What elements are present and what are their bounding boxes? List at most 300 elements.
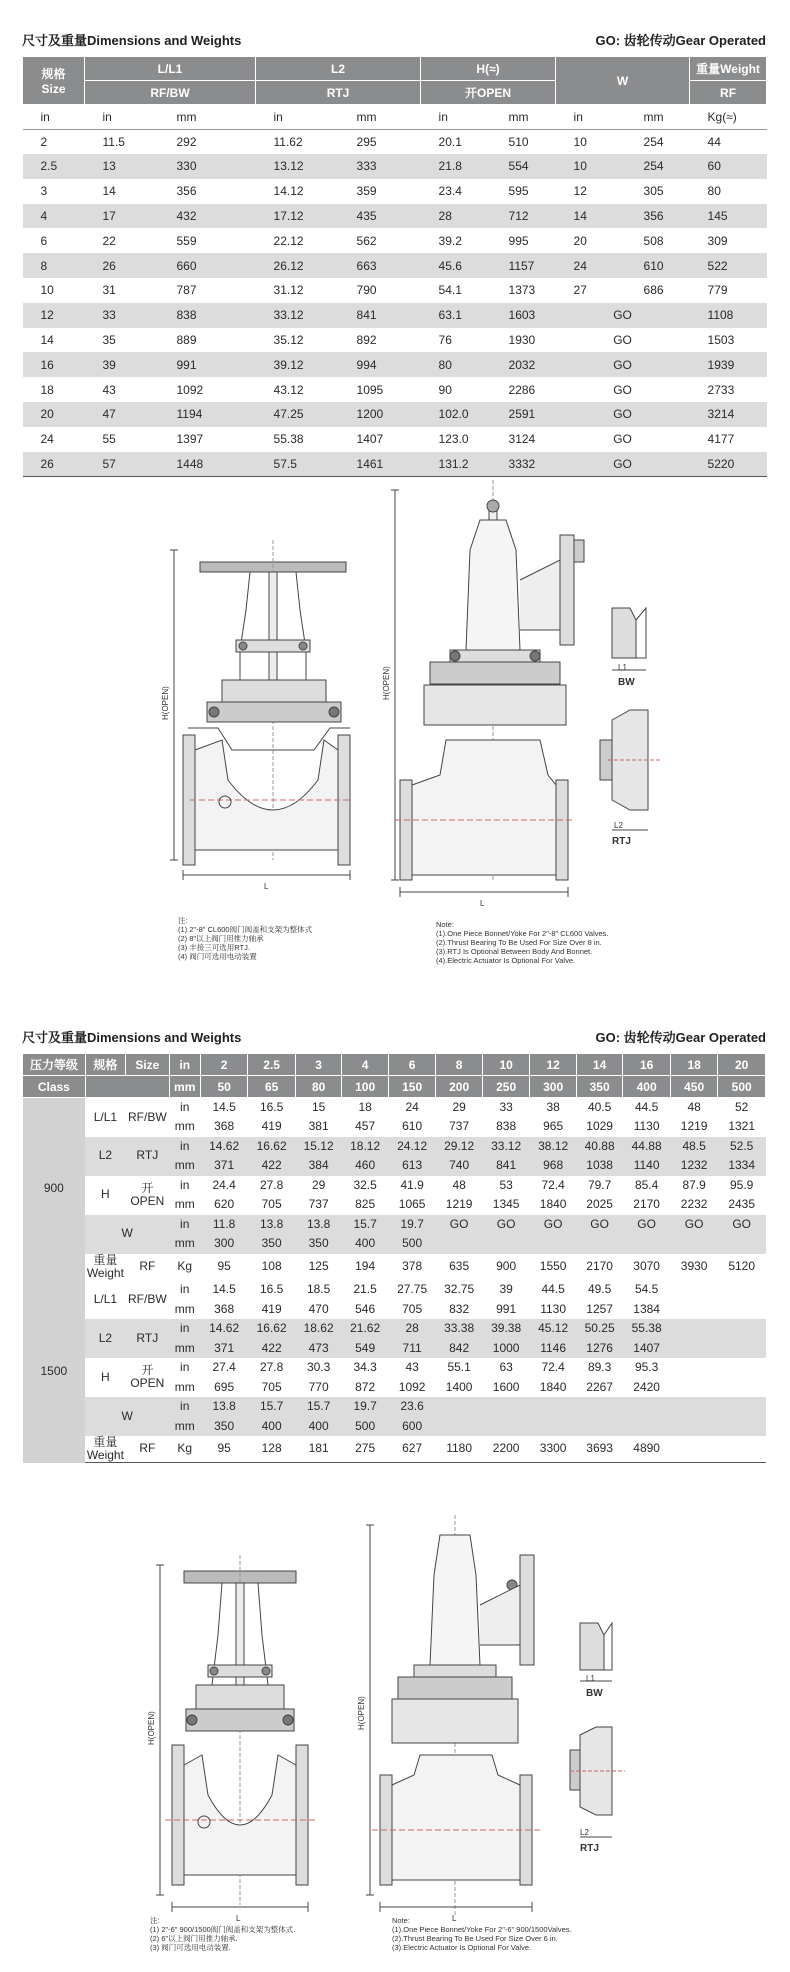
table-cell: 371: [200, 1156, 248, 1176]
table-cell: 1146: [530, 1338, 577, 1358]
unit-cell: in: [169, 1397, 200, 1417]
class-cell: 1500: [23, 1280, 86, 1463]
size-mm-header: 50: [200, 1076, 248, 1098]
table-cell: 1373: [508, 283, 536, 298]
unit-cell: mm: [169, 1416, 200, 1436]
size-mm-header: 150: [388, 1076, 436, 1098]
table-cell: 368: [214, 1301, 235, 1316]
table-cell: 470: [308, 1301, 329, 1316]
table-row: [23, 1280, 766, 1300]
table-cell: 1276: [576, 1338, 623, 1358]
go-cell: GO: [613, 432, 632, 447]
table-cell: [670, 1377, 718, 1397]
table-row: [23, 1319, 766, 1339]
table-cell: [718, 1377, 766, 1397]
size-mm-header: 400: [623, 1076, 671, 1098]
table-cell: 2286: [508, 382, 536, 397]
table-cell: 40.5: [587, 1099, 612, 1114]
table-cell: 400: [295, 1416, 342, 1436]
note-line: Note:: [436, 920, 454, 929]
size-en-header: Size: [126, 1054, 169, 1076]
size-mm-header: 450: [670, 1076, 718, 1098]
table-cell: 508: [643, 233, 664, 248]
note-line: (2).Thrust Bearing To Be Used For Size Over 8 in.: [436, 938, 602, 947]
table-cell: [718, 1416, 766, 1436]
table-cell: 18: [40, 382, 54, 397]
l2-label: L2: [85, 1137, 125, 1176]
size-in-header: 4: [342, 1054, 389, 1076]
table-cell: 300: [200, 1234, 248, 1254]
table-row: [23, 1397, 766, 1417]
table-cell: 14.62: [200, 1319, 248, 1339]
table-cell: 1095: [356, 382, 384, 397]
table-cell: 52.5: [718, 1137, 766, 1157]
table-cell: 2435: [728, 1197, 756, 1212]
size-mm-header: 300: [530, 1076, 577, 1098]
table-row: [23, 328, 767, 353]
table-row: [23, 352, 767, 377]
table-cell: 770: [308, 1379, 329, 1394]
table-600-body: [23, 105, 767, 477]
table-cell: 23.4: [438, 184, 462, 199]
gear-valve-figure-2: [366, 1515, 540, 1915]
table-cell: [436, 1234, 483, 1254]
rf-label: RF: [139, 1259, 156, 1274]
handwheel-valve-figure: [170, 540, 350, 880]
size-mm-header: 350: [576, 1076, 623, 1098]
unit-cell: in: [180, 1360, 190, 1375]
table-cell: 24: [40, 432, 54, 447]
table-cell: 26: [85, 253, 159, 278]
note-line: (3).Electric Actuator Is Optional For Valve.: [392, 1943, 532, 1952]
table-cell: 1200: [339, 402, 421, 427]
table-cell: 600: [388, 1416, 436, 1436]
table-cell: 28: [388, 1319, 436, 1339]
table-cell: 695: [214, 1379, 235, 1394]
table-row: [23, 278, 767, 303]
unit-cell: mm: [174, 1301, 195, 1316]
unit-cell: in: [169, 1215, 200, 1235]
table-cell: [576, 1416, 623, 1436]
table-cell: 995: [508, 233, 529, 248]
table-cell: 350: [200, 1416, 248, 1436]
l2-label: L2: [85, 1319, 125, 1358]
table-cell: 29: [311, 1177, 326, 1192]
gear-valve-figure: [391, 480, 584, 897]
table-cell: 832: [449, 1301, 470, 1316]
l-label: L: [264, 882, 269, 891]
table-row: [23, 154, 767, 179]
table-cell: 295: [356, 134, 377, 149]
table-cell: 95: [217, 1259, 231, 1274]
table-cell: 613: [388, 1156, 436, 1176]
table-cell: [623, 1234, 671, 1254]
table-cell: [670, 1338, 718, 1358]
table-cell: 1038: [576, 1156, 623, 1176]
table-cell: 55: [102, 432, 116, 447]
size-mm-header: 250: [482, 1076, 530, 1098]
table-cell: 419: [261, 1301, 282, 1316]
table-cell: 39: [85, 352, 159, 377]
section2-title: 尺寸及重量Dimensions and Weights: [22, 1030, 242, 1045]
size-mm-header: 500: [718, 1076, 766, 1098]
table-cell: [482, 1234, 530, 1254]
table-cell: 10: [573, 134, 587, 149]
table-cell: 41.9: [400, 1177, 424, 1192]
unit-cell: Kg: [177, 1259, 193, 1274]
table-cell: 419: [261, 1119, 282, 1134]
table-cell: 309: [707, 233, 728, 248]
bw-detail: [612, 608, 646, 670]
table-cell: 125: [308, 1259, 329, 1274]
table-cell: 63: [499, 1360, 513, 1375]
table-cell: 43: [102, 382, 116, 397]
table-cell: GO: [623, 1215, 671, 1235]
table-cell: 1321: [728, 1119, 756, 1134]
table-cell: 43.12: [273, 382, 304, 397]
rf-header: RF: [690, 81, 767, 105]
table-cell: 1065: [398, 1197, 426, 1212]
table-cell: 27.8: [259, 1360, 284, 1375]
section1-header: [22, 26, 766, 48]
table-cell: 1257: [586, 1301, 613, 1316]
table-cell: 1092: [176, 382, 204, 397]
size-cn-header: 规格: [85, 1054, 125, 1076]
table-cell: 2733: [707, 382, 735, 397]
rtj-label: RTJ: [126, 1319, 169, 1358]
size-mm-header: 65: [248, 1076, 296, 1098]
note-line: (2) 6"以上阀门用推力轴承.: [150, 1934, 238, 1943]
table-row: [23, 402, 767, 427]
table-cell: 21.5: [353, 1282, 377, 1297]
table-cell: 145: [690, 204, 767, 229]
table-cell: 48: [687, 1099, 701, 1114]
table-row: [23, 129, 767, 154]
h-open-label-3: H(OPEN): [147, 1711, 156, 1745]
table-cell: 3693: [576, 1436, 623, 1463]
go-cell: GO: [556, 402, 690, 427]
table-cell: 72.4: [541, 1177, 565, 1192]
table-cell: [670, 1358, 718, 1378]
table-cell: [718, 1338, 766, 1358]
table-cell: 254: [626, 154, 690, 179]
table-cell: 712: [491, 204, 556, 229]
table-cell: 610: [626, 253, 690, 278]
table-cell: 1140: [623, 1156, 671, 1176]
table-cell: 87.9: [682, 1177, 706, 1192]
table-cell: 825: [355, 1197, 376, 1212]
table-cell: [718, 1397, 766, 1417]
table-cell: 562: [356, 233, 377, 248]
unit-cell: mm: [174, 1119, 195, 1134]
table-cell: 35.12: [273, 333, 304, 348]
table-cell: 15.7: [248, 1397, 296, 1417]
size-in-header: 18: [670, 1054, 718, 1076]
table-cell: 12: [573, 184, 587, 199]
table-cell: 24: [405, 1099, 419, 1114]
rfbw-label: RF/BW: [127, 1291, 167, 1306]
table-cell: 1130: [540, 1301, 567, 1316]
l2-label: L2: [614, 821, 623, 830]
size-in-header: 8: [436, 1054, 483, 1076]
table-cell: 2.5: [23, 154, 85, 179]
note-line: Note:: [392, 1916, 410, 1925]
unit-cell: in: [256, 105, 339, 130]
note-line: (1).One Piece Bonnet/Yoke For 2"-8" CL600 Valves.: [436, 929, 609, 938]
table-cell: 1448: [159, 452, 256, 477]
size-in-header: 3: [295, 1054, 342, 1076]
table-cell: 14: [102, 184, 116, 199]
table-cell: 711: [388, 1338, 436, 1358]
table-cell: 22.12: [273, 233, 304, 248]
rfbw-label: RF/BW: [127, 1109, 167, 1124]
table-cell: 27: [573, 283, 587, 298]
rtj-header: RTJ: [256, 81, 421, 105]
table-cell: 29.12: [436, 1137, 483, 1157]
table-cell: 663: [339, 253, 421, 278]
table-cell: 32.5: [353, 1177, 377, 1192]
table-cell: 1503: [707, 333, 735, 348]
table-cell: 14.62: [200, 1137, 248, 1157]
class-header: 压力等级: [23, 1054, 86, 1076]
table-cell: 1400: [445, 1379, 473, 1394]
table-cell: 90: [438, 382, 452, 397]
table-cell: 80: [421, 352, 491, 377]
table-cell: 686: [643, 283, 664, 298]
table-cell: 95.9: [730, 1177, 754, 1192]
table-cell: 45.6: [421, 253, 491, 278]
table-cell: 48: [452, 1177, 466, 1192]
rfbw-header: RF/BW: [85, 81, 256, 105]
handwheel-valve-figure-2: [156, 1555, 315, 1912]
size-mm-header: 100: [342, 1076, 389, 1098]
table-cell: [670, 1299, 718, 1319]
table-cell: 33: [499, 1099, 513, 1114]
open-label: 开 OPEN: [130, 1180, 165, 1208]
table-cell: 10: [40, 283, 54, 298]
table-cell: 17: [85, 204, 159, 229]
table-cell: 522: [690, 253, 767, 278]
note-line: (1) 2"-8" CL600阀门阀盖和支架为整体式: [178, 925, 313, 934]
section1-title: 尺寸及重量Dimensions and Weights: [22, 33, 242, 48]
table-cell: 4: [23, 204, 85, 229]
table-900-1500: [22, 1053, 766, 1463]
go-cell: GO: [613, 382, 632, 397]
unit-cell: mm: [169, 1156, 200, 1176]
table-cell: 838: [159, 303, 256, 328]
table-cell: 1461: [339, 452, 421, 477]
l2-header: L2: [256, 57, 421, 81]
table-cell: 39: [499, 1282, 513, 1297]
rtj-label: RTJ: [612, 836, 631, 847]
table-cell: 55.38: [623, 1319, 671, 1339]
note-line: (4) 阀门可选用电动装置: [178, 952, 257, 961]
table-cell: 13.8: [295, 1215, 342, 1235]
size-in-header: 12: [530, 1054, 577, 1076]
unit-in-header: in: [169, 1054, 200, 1076]
table-row: [23, 204, 767, 229]
table-cell: 14: [556, 204, 626, 229]
table-cell: 968: [530, 1156, 577, 1176]
table-cell: 95: [200, 1436, 248, 1463]
table-cell: 330: [159, 154, 256, 179]
table-cell: 13.8: [200, 1397, 248, 1417]
table-cell: [670, 1397, 718, 1417]
table-cell: 1092: [398, 1379, 426, 1394]
rtj-detail-2: [570, 1727, 625, 1837]
open-header: 开OPEN: [421, 81, 556, 105]
l1-label-2: L1: [586, 1674, 595, 1683]
table-cell: GO: [670, 1215, 718, 1235]
table-cell: 29: [452, 1099, 466, 1114]
notes-en-600: [436, 920, 609, 965]
table-cell: [670, 1319, 718, 1339]
section1-gear-note: GO: 齿轮传动Gear Operated: [595, 33, 766, 48]
table-cell: 1939: [690, 352, 767, 377]
table-cell: 473: [295, 1338, 342, 1358]
table-cell: 15.7: [295, 1397, 342, 1417]
table-cell: 841: [339, 303, 421, 328]
table-cell: 14: [40, 333, 54, 348]
table-cell: 422: [248, 1156, 296, 1176]
unit-cell: Kg: [169, 1436, 200, 1463]
size-header: 规格 Size: [23, 57, 85, 105]
go-cell: GO: [613, 333, 632, 348]
table-cell: [670, 1234, 718, 1254]
table-cell: 14.5: [212, 1099, 236, 1114]
table-cell: 20: [573, 233, 587, 248]
unit-cell: in: [180, 1177, 190, 1192]
table-cell: 610: [402, 1119, 423, 1134]
table-cell: 27.75: [397, 1282, 428, 1297]
table-cell: 2420: [633, 1379, 660, 1394]
table-cell: 47.25: [256, 402, 339, 427]
table-cell: 128: [248, 1436, 296, 1463]
table-cell: 43: [405, 1360, 419, 1375]
table-cell: [482, 1416, 530, 1436]
table-cell: 1407: [623, 1338, 671, 1358]
table-cell: 76: [438, 333, 452, 348]
table-cell: 705: [402, 1301, 423, 1316]
table-cell: 1219: [680, 1119, 708, 1134]
table-cell: 52: [735, 1099, 749, 1114]
h-open-label-2: H(OPEN): [382, 666, 391, 700]
table-cell: [623, 1397, 671, 1417]
table-cell: 1930: [508, 333, 536, 348]
table-cell: 549: [342, 1338, 389, 1358]
table-cell: 333: [339, 154, 421, 179]
table-cell: 660: [159, 253, 256, 278]
note-line: (2) 8"以上阀门用推力轴承: [178, 934, 264, 943]
note-line: 注:: [150, 1916, 160, 1925]
valve-drawing-600: [0, 480, 790, 908]
table-cell: 1384: [633, 1301, 660, 1316]
table-cell: 79.7: [587, 1177, 612, 1192]
table-cell: 48.5: [670, 1137, 718, 1157]
ll1-label: L/L1: [93, 1291, 118, 1306]
size-in-header: 2.5: [248, 1054, 296, 1076]
table-cell: 11.5: [102, 134, 125, 149]
note-line: (4).Electric Actuator Is Optional For Valve.: [436, 956, 576, 965]
size-mm-header: 80: [295, 1076, 342, 1098]
table-cell: 4177: [707, 432, 735, 447]
note-line: (1).One Piece Bonnet/Yoke For 2"-6" 900/1500Valves.: [392, 1925, 572, 1934]
table-cell: 842: [436, 1338, 483, 1358]
table-cell: [670, 1416, 718, 1436]
table-cell: 1130: [633, 1119, 660, 1134]
table-cell: 254: [643, 134, 664, 149]
table-cell: 11.62: [273, 134, 303, 149]
table-row: [23, 303, 767, 328]
table-cell: 460: [342, 1156, 389, 1176]
l-label-4: L: [452, 1914, 457, 1923]
table-cell: 8: [23, 253, 85, 278]
table-cell: 790: [356, 283, 377, 298]
table-cell: 889: [176, 333, 197, 348]
table-cell: 20: [23, 402, 85, 427]
table-cell: 2591: [491, 402, 556, 427]
table-cell: 4890: [623, 1436, 671, 1463]
rf-label: RF: [126, 1436, 169, 1463]
table-cell: 24.12: [388, 1137, 436, 1157]
table-cell: 2170: [633, 1197, 660, 1212]
table-cell: 32.75: [444, 1282, 475, 1297]
go-cell: GO: [556, 352, 690, 377]
header-row-in: [23, 1054, 766, 1076]
table-cell: 900: [496, 1259, 517, 1274]
table-cell: 38.12: [530, 1137, 577, 1157]
unit-cell: mm: [339, 105, 421, 130]
table-cell: 181: [295, 1436, 342, 1463]
table-cell: 381: [308, 1119, 329, 1134]
table-cell: 400: [342, 1234, 389, 1254]
table-cell: 292: [176, 134, 197, 149]
size-mm-header: 200: [436, 1076, 483, 1098]
table-cell: 1840: [539, 1197, 567, 1212]
table-cell: 3124: [508, 432, 536, 447]
table-cell: [530, 1416, 577, 1436]
bw-label: BW: [618, 677, 635, 688]
table-row: [23, 377, 767, 402]
table-cell: 500: [342, 1416, 389, 1436]
table-cell: [436, 1416, 483, 1436]
table-cell: [576, 1397, 623, 1417]
table-cell: 108: [261, 1259, 282, 1274]
table-cell: 991: [496, 1301, 517, 1316]
table-cell: 705: [261, 1379, 282, 1394]
table-cell: 50.25: [576, 1319, 623, 1339]
weight-header: 重量Weight: [690, 57, 767, 81]
table-cell: 3300: [530, 1436, 577, 1463]
table-cell: 1345: [492, 1197, 520, 1212]
note-line: (3) 丰接三可选用RTJ.: [178, 943, 250, 952]
table-cell: 1180: [436, 1436, 483, 1463]
table-cell: 740: [436, 1156, 483, 1176]
rtj-label-2: RTJ: [580, 1843, 599, 1854]
unit-cell: in: [23, 105, 85, 130]
table-cell: 27.8: [259, 1177, 284, 1192]
table-cell: 11.8: [200, 1215, 248, 1235]
table-cell: 28: [421, 204, 491, 229]
rtj-detail: [600, 710, 660, 830]
table-cell: [623, 1416, 671, 1436]
table-row: [23, 1215, 766, 1235]
table-cell: 1334: [718, 1156, 766, 1176]
table-cell: 991: [159, 352, 256, 377]
table-cell: 965: [543, 1119, 564, 1134]
table-cell: 737: [308, 1197, 329, 1212]
weight-label: 重量 Weight: [86, 1252, 124, 1280]
